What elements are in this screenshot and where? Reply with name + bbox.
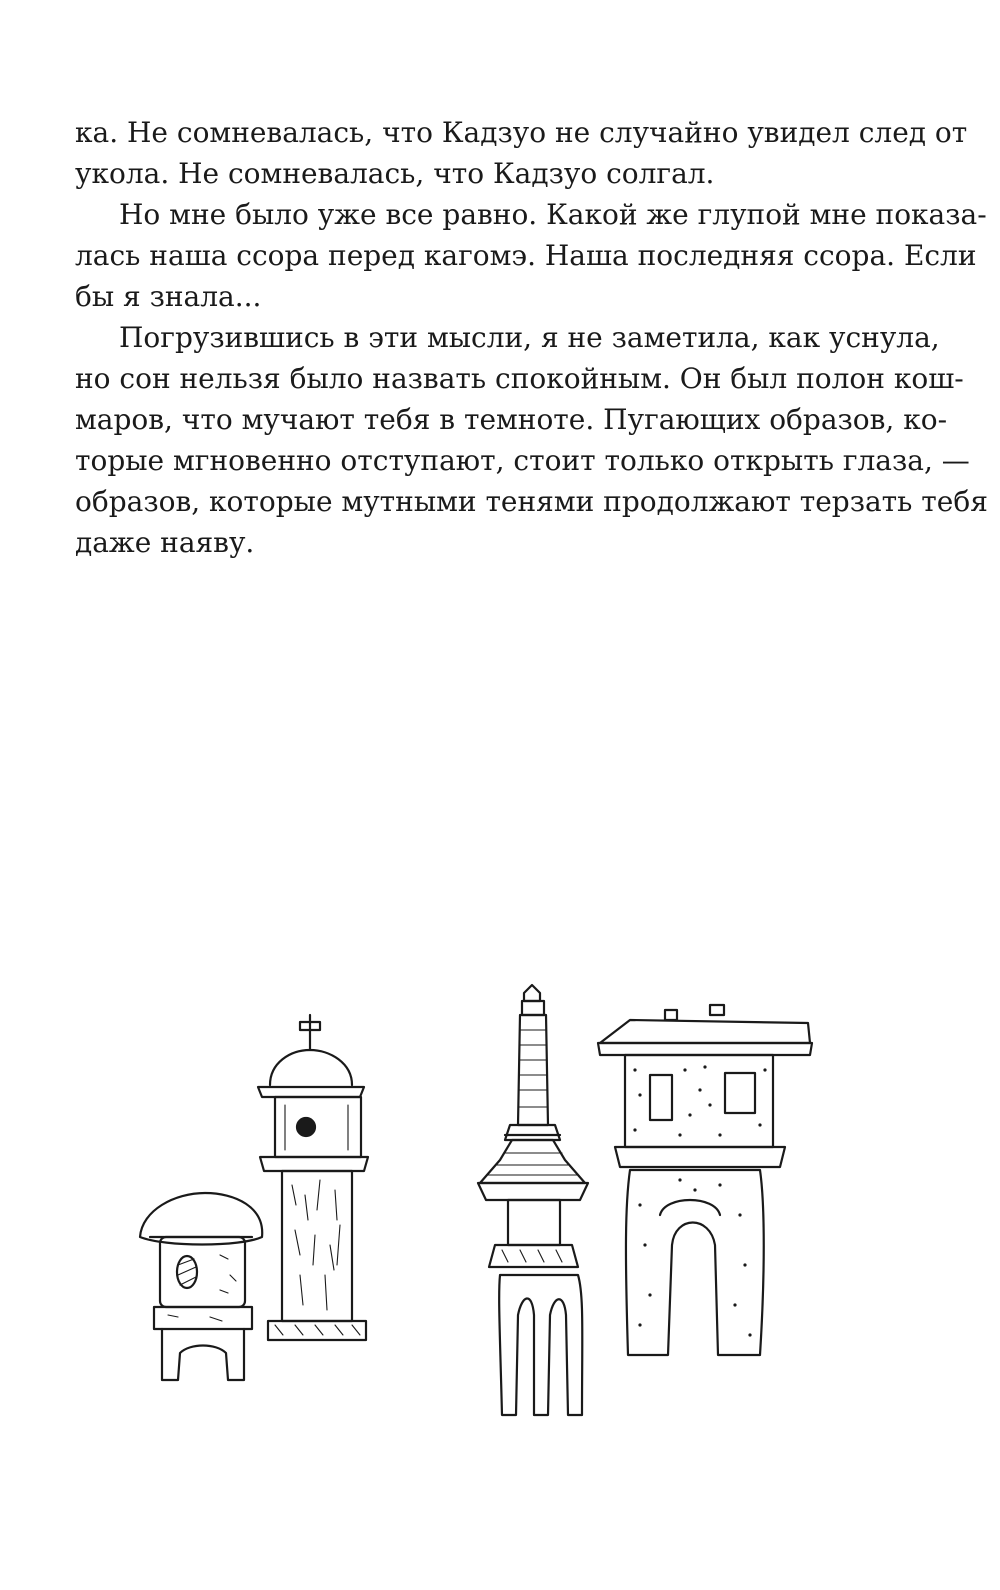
pagoda-spire-lantern-icon	[478, 985, 588, 1415]
text-line: укола. Не сомневалась, что Кадзуо солгал.	[75, 157, 715, 190]
text-line: Погрузившись в эти мысли, я не заметила, как уснула,	[119, 321, 940, 354]
text-line: лась наша ссора перед кагомэ. Наша последняя ссора. Если	[75, 239, 977, 272]
tall-pillar-lantern-icon	[258, 1015, 368, 1340]
small-mushroom-lantern-icon	[140, 1193, 262, 1380]
text-line: но сон нельзя было назвать спокойным. Он был полон кош-	[75, 362, 964, 395]
body-text	[75, 112, 988, 563]
text-line: ка. Не сомневалась, что Кадзуо не случайно увидел след от	[75, 116, 968, 149]
text-line: маров, что мучают тебя в темноте. Пугающих образов, ко-	[75, 403, 948, 436]
text-line: даже наяву.	[75, 526, 255, 559]
text-line: образов, которые мутными тенями продолжают терзать тебя	[75, 485, 988, 518]
text-line: бы я знала...	[75, 280, 262, 313]
text-line: торые мгновенно отступают, стоит только открыть глаза, —	[75, 444, 970, 477]
stone-lanterns-illustration	[120, 975, 820, 1445]
text-line: Но мне было уже все равно. Какой же глупой мне показа-	[119, 198, 987, 231]
square-arch-lantern-icon	[598, 1005, 812, 1355]
